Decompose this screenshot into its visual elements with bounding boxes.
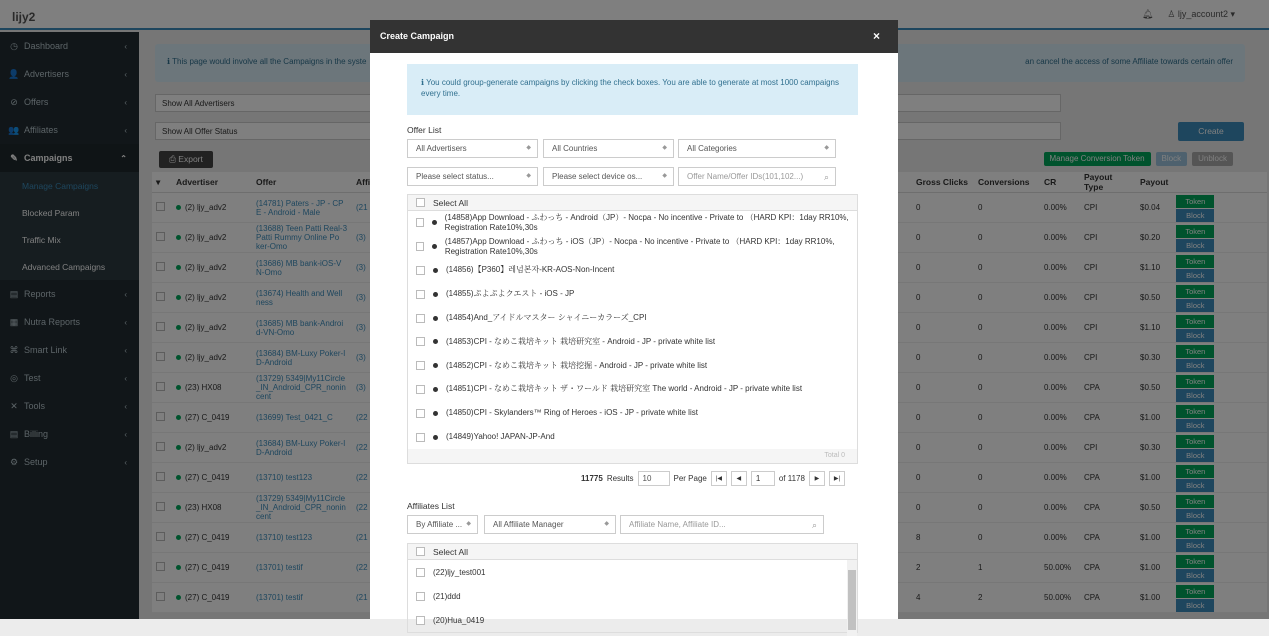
modal-header: Create Campaign × — [370, 20, 898, 53]
offer-list-item[interactable]: (14856)【P360】레넘본자-KR-AOS-Non-Incent — [408, 259, 857, 283]
affiliate-list-item[interactable]: (21)ddd — [408, 584, 857, 608]
select-all-checkbox[interactable] — [416, 547, 425, 556]
bullet-icon — [433, 411, 438, 416]
affiliates-list-label: Affiliates List — [407, 501, 455, 511]
bullet-icon — [433, 435, 438, 440]
affiliate-list — [407, 543, 858, 633]
device-os-select[interactable]: Please select device os... ◆ — [543, 167, 674, 186]
affiliate-checkbox[interactable] — [416, 616, 425, 625]
offer-list-item[interactable]: (14854)And_アイドルマスター シャイニーカラーズ_CPI — [408, 306, 857, 330]
per-page-select[interactable]: 10 — [638, 471, 670, 486]
sort-icon: ◆ — [466, 521, 471, 527]
offer-checkbox[interactable] — [416, 433, 425, 442]
sort-icon: ◆ — [526, 173, 531, 179]
next-page-button[interactable]: ▶ — [809, 471, 825, 486]
offer-list-item[interactable]: (14849)Yahoo! JAPAN-JP-And — [408, 425, 857, 449]
offer-checkbox[interactable] — [416, 266, 425, 275]
offer-list — [407, 194, 858, 464]
sort-icon: ◆ — [662, 173, 667, 179]
sort-icon: ◆ — [824, 145, 829, 151]
first-page-button[interactable]: |◀ — [711, 471, 727, 486]
offer-checkbox[interactable] — [416, 409, 425, 418]
bullet-icon — [432, 220, 437, 225]
prev-page-button[interactable]: ◀ — [731, 471, 747, 486]
bullet-icon — [433, 268, 438, 273]
select-all-checkbox[interactable] — [416, 198, 425, 207]
scrollbar[interactable] — [847, 560, 857, 636]
offer-checkbox[interactable] — [416, 385, 425, 394]
affiliate-select-all[interactable]: Select All — [408, 544, 857, 560]
affiliate-search-input[interactable]: Affiliate Name, Affiliate ID... ⌕ — [620, 515, 824, 534]
offer-checkbox[interactable] — [416, 290, 425, 299]
offer-checkbox[interactable] — [416, 218, 424, 227]
offer-checkbox[interactable] — [416, 242, 424, 251]
offer-list-item[interactable]: (14857)App Download - ふわっち - iOS（JP）- Nocpa - No incentive - Private to （HARD KPI：1day RR10%, Registration Rate10%,30s — [408, 235, 857, 259]
pagination: 11775 Results 10 Per Page |◀ ◀ 1 of 1178 ▶ ▶| — [581, 471, 845, 486]
sort-icon: ◆ — [604, 521, 609, 527]
affiliate-list-item[interactable]: (22)ljy_test001 — [408, 560, 857, 584]
affiliate-checkbox[interactable] — [416, 592, 425, 601]
search-icon[interactable]: ⌕ — [811, 520, 817, 530]
last-page-button[interactable]: ▶| — [829, 471, 845, 486]
status-select[interactable]: Please select status... ◆ — [407, 167, 538, 186]
offer-search-input[interactable]: Offer Name/Offer IDs(101,102...) ⌕ — [678, 167, 836, 186]
offer-select-all[interactable]: Select All — [408, 195, 857, 211]
info-icon: ℹ — [421, 78, 427, 87]
affiliate-filter-select[interactable]: By Affiliate ... ◆ — [407, 515, 478, 534]
bullet-icon — [432, 244, 437, 249]
offer-list-item[interactable]: (14853)CPI - なめこ栽培キット 栽培研究室 - Android - JP - private white list — [408, 330, 857, 354]
bullet-icon — [433, 339, 438, 344]
offer-list-item[interactable]: (14852)CPI - なめこ栽培キット 栽培挖掘 - Android - JP - private white list — [408, 354, 857, 378]
search-icon[interactable]: ⌕ — [823, 172, 829, 182]
page-input[interactable]: 1 — [751, 471, 775, 486]
country-select[interactable]: All Countries ◆ — [543, 139, 674, 158]
offer-list-item[interactable]: (14858)App Download - ふわっち - Android（JP）- Nocpa - No incentive - Private to （HARD KPI：1day RR10%, Registration Rate10%,30s — [408, 211, 857, 235]
bullet-icon — [433, 292, 438, 297]
affiliate-manager-select[interactable]: All Affiliate Manager ◆ — [484, 515, 616, 534]
bullet-icon — [433, 316, 438, 321]
modal-info: ℹ You could group-generate campaigns by clicking the check boxes. You are able to generate at most 1000 campaigns every time. — [407, 64, 858, 115]
offer-checkbox[interactable] — [416, 314, 425, 323]
category-select[interactable]: All Categories ◆ — [678, 139, 836, 158]
offer-checkbox[interactable] — [416, 361, 425, 370]
affiliate-list-item[interactable]: (20)Hua_0419 — [408, 608, 857, 632]
bullet-icon — [433, 363, 438, 368]
offer-list-item[interactable]: (14850)CPI - Skylanders™ Ring of Heroes - iOS - JP - private white list — [408, 401, 857, 425]
offer-list-item[interactable]: (14851)CPI - なめこ栽培キット ザ・ワールド 栽培研究室 The world - Android - JP - private white list — [408, 378, 857, 402]
offer-list-item[interactable]: (14855)ぷよぷよクエスト - iOS - JP — [408, 282, 857, 306]
advertiser-select[interactable]: All Advertisers ◆ — [407, 139, 538, 158]
affiliate-checkbox[interactable] — [416, 568, 425, 577]
offer-checkbox[interactable] — [416, 337, 425, 346]
offer-total: Total 0 — [408, 449, 857, 463]
close-icon[interactable]: × — [872, 29, 880, 43]
create-campaign-modal — [370, 20, 898, 625]
bullet-icon — [433, 387, 438, 392]
sort-icon: ◆ — [526, 145, 531, 151]
offer-list-label: Offer List — [407, 125, 442, 135]
sort-icon: ◆ — [662, 145, 667, 151]
